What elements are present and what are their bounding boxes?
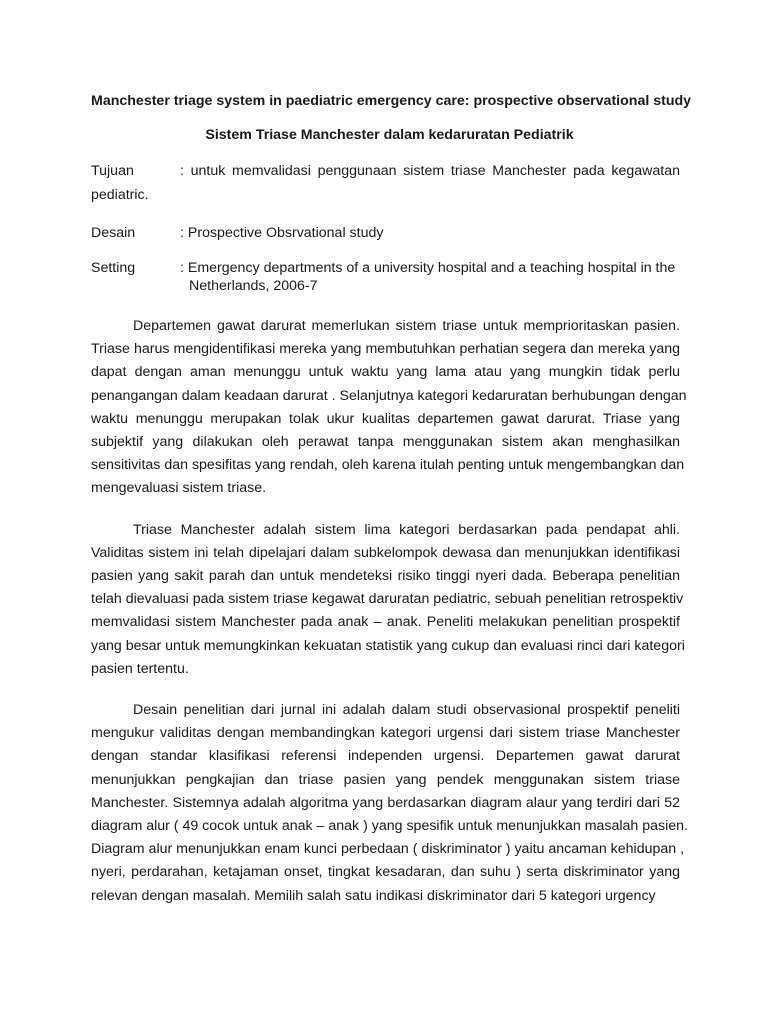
paragraph-line: Departemen gawat darurat memerlukan sistem triase untuk memprioritaskan pasien. [133, 318, 680, 334]
paragraph-line: waktu menunggu merupakan tolak ukur kualitas departemen gawat darurat. Triase yang [91, 410, 680, 427]
desain-value: : Prospective Obsrvational study [180, 225, 384, 241]
paragraph-line: Triase Manchester adalah sistem lima kategori berdasarkan pada pendapat ahli. [133, 521, 680, 538]
paragraph-line: Manchester. Sistemnya adalah algoritma yang berdasarkan diagram alaur yang terdiri dari 52 [91, 794, 680, 811]
paragraph-line: subjektif yang dilakukan oleh perawat tanpa menggunakan sistem akan menghasilkan [91, 434, 680, 451]
body-paragraph-2 [91, 519, 685, 681]
paragraph-line: nyeri, perdarahan, ketajaman onset, tingkat kesadaran, dan suhu ) serta diskriminator yang [91, 864, 680, 881]
setting-label: Setting [91, 260, 136, 276]
body-paragraph-3 [91, 699, 689, 908]
meta-row-tujuan [91, 159, 680, 183]
body-paragraph-1 [91, 315, 687, 501]
paragraph-line: dengan standar klasifikasi referensi independen urgensi. Departemen gawat darurat [91, 748, 680, 765]
desain-label: Desain [91, 225, 136, 241]
paragraph-line: memvalidasi sistem Manchester pada anak – anak. Peneliti melakukan penelitian prospektif [91, 614, 680, 631]
paragraph-line: mengevaluasi sistem triase. [91, 480, 267, 497]
paragraph-line: mengukur validitas dengan membandingkan kategori urgensi dari sistem triase Manchester [91, 725, 680, 742]
paragraph-line: telah dievaluasi pada sistem triase kegawat daruratan pediatric, sebuah penelitian retrospektiv [91, 591, 684, 608]
paragraph-line: Validitas sistem ini telah dipelajari dalam subkelompok dewasa dan menunjukkan identifikasi [91, 544, 680, 561]
paragraph-line: pasien tertentu. [91, 660, 189, 677]
paragraph-line: relevan dengan masalah. Memilih salah satu indikasi diskriminator dari 5 kategori urgency [91, 887, 656, 904]
paragraph-line: dapat dengan aman menunggu untuk waktu yang lama atau yang mungkin tidak perlu [91, 364, 680, 381]
paragraph-line: sensitivitas dan spesifitas yang rendah, oleh karena itulah penting untuk mengembangkan dan [91, 457, 685, 474]
paragraph-line: diagram alur ( 49 cocok untuk anak – anak ) yang spesifik untuk menunjukkan masalah pasien. [91, 818, 689, 835]
tujuan-value-continued: pediatric. [91, 187, 149, 203]
paragraph-line: menunjukkan pengkajian dan triase pasien yang pendek menggunakan sistem triase [91, 771, 680, 788]
setting-value-line-2: Netherlands, 2006-7 [189, 278, 318, 294]
meta-row-desain [91, 221, 680, 245]
paragraph-line: penangangan dalam keadaan darurat . Selanjutnya kategori kedaruratan berhubungan dengan [91, 387, 687, 404]
paragraph-line: yang besar untuk memungkinkan kekuatan statistik yang cukup dan evaluasi rinci dari kategori [91, 637, 685, 654]
study-summary [91, 159, 680, 295]
meta-row-setting [91, 259, 680, 295]
tujuan-label: Tujuan [91, 163, 134, 179]
paragraph-line: Desain penelitian dari jurnal ini adalah dalam studi observasional prospektif peneliti [133, 702, 680, 719]
document-subtitle: Sistem Triase Manchester dalam kedaruratan Pediatrik [205, 127, 574, 143]
paragraph-line: Diagram alur menunjukkan enam kunci perbedaan ( diskriminator ) yaitu ancaman kehidupan , [91, 841, 685, 858]
paragraph-line: Triase harus mengidentifikasi mereka yang membutuhkan perhatian segera dan mereka yang [91, 341, 680, 358]
setting-value-line-1: : Emergency departments of a university hospital and a teaching hospital in the [180, 260, 676, 276]
paragraph-line: pasien yang sakit parah dan untuk mendeteksi risiko tinggi nyeri dada. Beberapa penelitian [91, 568, 680, 585]
document-title: Manchester triage system in paediatric emergency care: prospective observational study [91, 93, 692, 109]
tujuan-value: : untuk memvalidasi penggunaan sistem triase Manchester pada kegawatan [180, 163, 680, 179]
setting-value [180, 259, 680, 295]
meta-row-tujuan-cont [91, 183, 680, 207]
